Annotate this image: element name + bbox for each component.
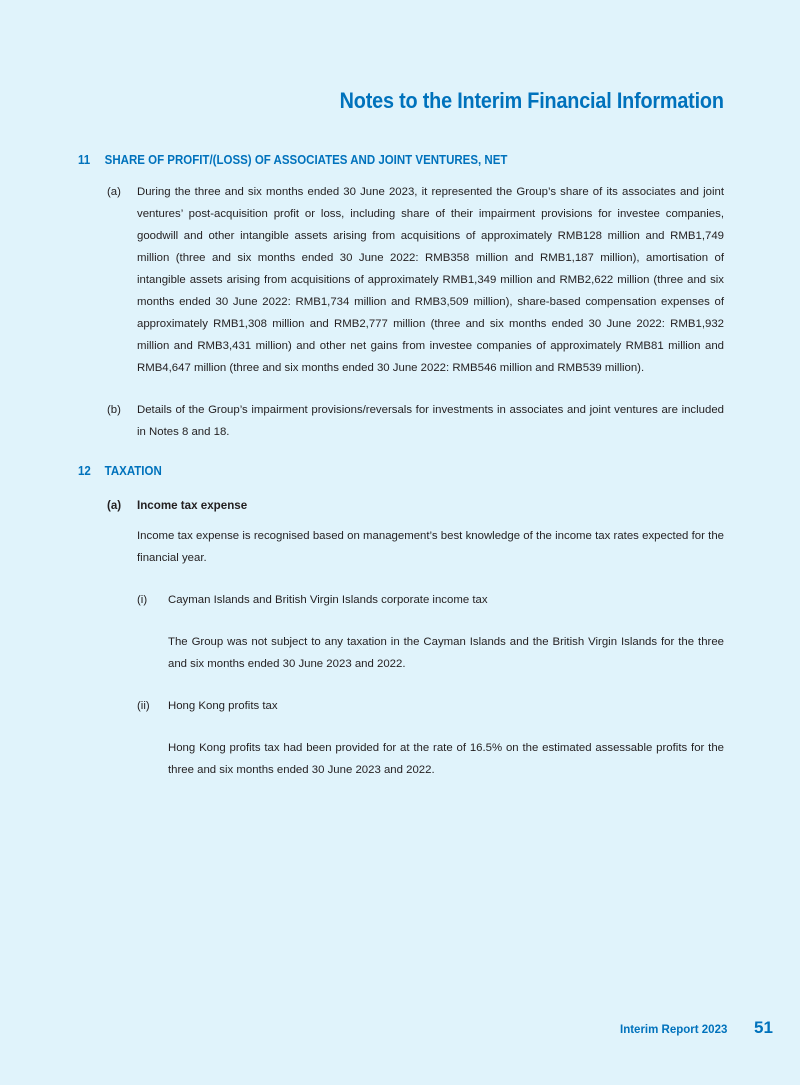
hong-kong-tax-heading (137, 700, 278, 712)
note-11-item-b (107, 399, 724, 443)
roman-label: (i) (137, 594, 148, 606)
item-label: (a) (107, 186, 121, 198)
item-text: During the three and six months ended 30 June 2023, it represented the Group’s share of its associates and joint ventures’ post-acquisition profit or loss, including share of their impairment provisions for investee companies, goodwill and other intangible assets arising from acquisitions of approximately RMB128 million and RMB1,749 million (three and six months ended 30 June 2022: RMB358 million and RMB1,187 million), amortisation of intangible assets arising from acquisitions of approximately RMB1,349 million and RMB2,622 million (three and six months ended 30 June 2022: RMB1,734 million and RMB3,509 million), share-based compensation expenses of approximately RMB1,308 million and RMB2,777 million (three and six months ended 30 June 2022: RMB1,932 million and RMB3,431 million) and other net gains from investee companies of approximately RMB81 million and RMB4,647 million (three and six months ended 30 June 2022: RMB546 million and RMB539 million). (137, 186, 724, 374)
page-title: Notes to the Interim Financial Information (339, 88, 724, 113)
note-11-item-a (107, 181, 724, 379)
income-tax-intro: Income tax expense is recognised based on management’s best knowledge of the income tax rates expected for the financial year. (137, 530, 724, 564)
note-12-heading (78, 464, 162, 478)
income-tax-subheading (107, 499, 247, 512)
roman-label: (ii) (137, 700, 150, 712)
item-text: Details of the Group’s impairment provisions/reversals for investments in associates and joint ventures are included in Notes 8 and 18. (137, 404, 724, 438)
note-number: 11 (78, 153, 91, 167)
note-title: SHARE OF PROFIT/(LOSS) OF ASSOCIATES AND JOINT VENTURES, NET (104, 153, 508, 167)
note-number: 12 (78, 464, 91, 478)
subheading-label: (a) (107, 499, 122, 512)
note-11-heading (78, 153, 507, 167)
item-label: (b) (107, 404, 121, 416)
subheading-title: Income tax expense (137, 499, 248, 512)
page-number: 51 (754, 1018, 773, 1037)
roman-title: Hong Kong profits tax (168, 700, 278, 712)
note-title: TAXATION (104, 464, 162, 478)
cayman-bvi-text: The Group was not subject to any taxation in the Cayman Islands and the British Virgin Islands for the three and six months ended 30 June 2023 and 2022. (168, 636, 724, 670)
report-label: Interim Report 2023 (620, 1024, 728, 1036)
hong-kong-tax-text: Hong Kong profits tax had been provided for at the rate of 16.5% on the estimated assessable profits for the three and six months ended 30 June 2023 and 2022. (168, 742, 724, 776)
roman-title: Cayman Islands and British Virgin Islands corporate income tax (168, 594, 488, 606)
cayman-bvi-heading (137, 594, 488, 606)
